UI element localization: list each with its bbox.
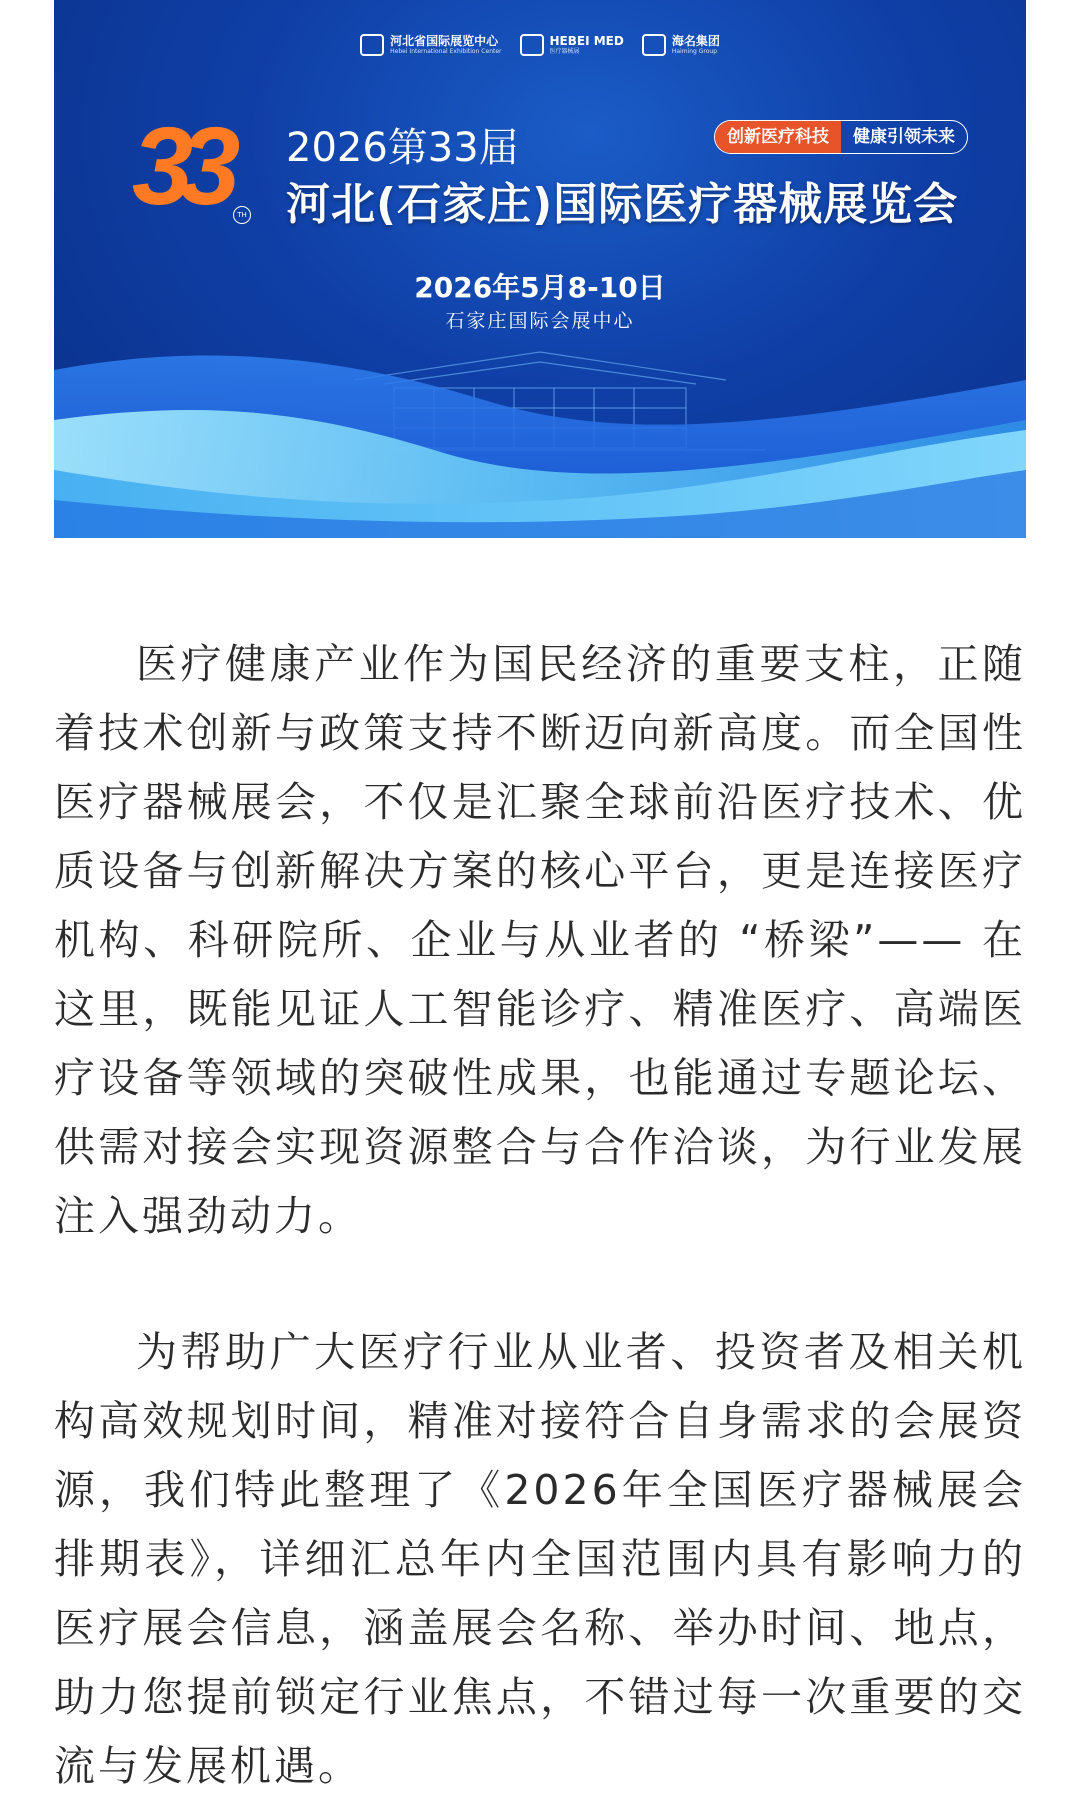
slogan-left: 创新医疗科技 (715, 121, 841, 153)
expo-banner[interactable] (54, 0, 1026, 538)
expo-venue: 石家庄国际会展中心 (445, 310, 635, 332)
logo-name: 海名集团 (671, 34, 720, 48)
logo-subtitle: Hebei International Exhibition Center (390, 48, 502, 55)
sponsor-logo (642, 34, 720, 56)
expo-date: 2026年5月8-10日 (414, 271, 666, 304)
sponsor-logo (360, 34, 501, 56)
slogan-right: 健康引领未来 (853, 127, 955, 147)
sponsor-logo (520, 34, 624, 56)
logo-subtitle: Haiming Group (671, 48, 717, 55)
slogan-badge (714, 120, 968, 154)
trademark-mark: TH (233, 206, 251, 224)
article-paragraph: 医疗健康产业作为国民经济的重要支柱，正随着技术创新与政策支持不断迈向新高度。而全国性医疗器械展会，不仅是汇聚全球前沿医疗技术、优质设备与创新解决方案的核心平台，更是连接医疗机构、科研院所、企业与从业者的 “桥梁”—— 在这里，既能见证人工智能诊疗、精准医疗、高端医疗设备等领域的突破性成果，也能通过专题论坛、供需对接会实现资源整合与合作洽谈，为行业发展注入强劲动力。 (54, 640, 1026, 1240)
haiming-group-logo-icon (642, 34, 666, 56)
expo-title: 河北(石家庄)国际医疗器械展览会 (286, 179, 959, 230)
article-body (54, 630, 1026, 1801)
exhibition-center-logo-icon (360, 34, 384, 56)
hebei-med-logo-icon (520, 34, 544, 56)
edition-title: 2026第33届 (286, 125, 519, 171)
logo-name: 河北省国际展览中心 (390, 34, 499, 48)
sponsor-logos (54, 34, 1026, 56)
edition-number-logo: 33 (132, 105, 227, 228)
article-paragraph: 为帮助广大医疗行业从业者、投资者及相关机构高效规划时间，精准对接符合自身需求的会展资源，我们特此整理了《2026年全国医疗器械展会排期表》，详细汇总年内全国范围内具有影响力的医疗展会信息，涵盖展会名称、举办时间、地点，助力您提前锁定行业焦点，不错过每一次重要的交流与发展机遇。 (54, 1328, 1026, 1790)
logo-subtitle: 医疗器械展 (549, 48, 580, 55)
logo-name: HEBEI MED (549, 34, 624, 48)
